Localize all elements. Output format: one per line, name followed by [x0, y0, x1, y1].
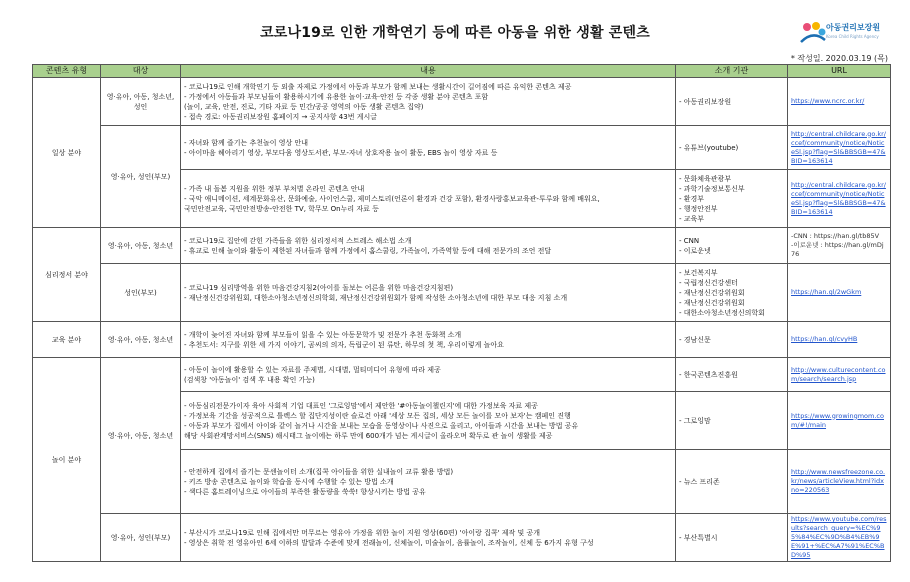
content-cell [181, 126, 676, 170]
url-link[interactable]: http://central.childcare.go.kr/ccef/community/notice/NoticeSl.jsp?flag=Sl&BBSGB=47&BID=163614 [791, 129, 886, 165]
url-cell [788, 450, 891, 514]
target-cell: 영·유아, 아동, 청소년 [101, 358, 181, 514]
org-cell [676, 392, 788, 450]
table-row [33, 358, 891, 392]
content-line: - 접속 경로: 아동권리보장원 홈페이지 → 공지사항 43번 게시글 [184, 112, 377, 121]
url-link[interactable]: https://www.growingmom.com/#!/main [791, 411, 884, 429]
org-line: - 재난정신건강위원회 [679, 298, 745, 307]
header-content: 내용 [181, 65, 676, 78]
category-cell: 놀이 분야 [33, 358, 101, 562]
url-cell [788, 392, 891, 450]
org-cell [676, 358, 788, 392]
org-line: - 문화체육관광부 [679, 174, 732, 183]
target-cell: 영·유아, 성인(부모) [101, 126, 181, 228]
content-cell [181, 170, 676, 228]
org-line: - 환경부 [679, 194, 705, 203]
content-line: - 색다른 홈트레이닝으로 아이들의 부족한 활동량을 쑥쑥! 향상시키는 방법 공유 [184, 487, 426, 496]
org-cell [676, 78, 788, 126]
content-cell [181, 322, 676, 358]
category-cell: 일상 분야 [33, 78, 101, 228]
org-cell [676, 264, 788, 322]
org-cell [676, 450, 788, 514]
content-cell [181, 392, 676, 450]
org-line: - CNN [679, 236, 700, 245]
content-line: - 가족 내 돌봄 지원을 위한 정부 부처별 온라인 콘텐츠 안내 [184, 184, 365, 193]
org-line: - 행정안전부 [679, 204, 718, 213]
content-line: - 국악 애니메이션, 세계문화유산, 문화예술, 사이언스쿨, 제미스토리(언론이 환경과 건강 포함), 환경사랑홍보교육관-투루와 함께 배워요, [184, 194, 600, 203]
header-org: 소개 기관 [676, 65, 788, 78]
content-line: - 아이마음 헤아리기 영상, 부모다움 영상도서관, 부모-자녀 상호작용 놀이 활동, EBS 놀이 영상 자료 등 [184, 148, 498, 157]
url-text: -CNN : https://han.gl/tb85V [791, 232, 880, 240]
header-row [33, 65, 891, 78]
content-cell [181, 358, 676, 392]
category-cell: 교육 분야 [33, 322, 101, 358]
content-line: (놀이, 교육, 안전, 진로, 기타 자료 등 민간/공공 영역의 아동 생활 콘텐츠 집약) [184, 102, 424, 111]
content-line: (검색창 '아동놀이' 검색 후 내용 확인 가능) [184, 375, 315, 384]
org-line: - 유튜브(youtube) [679, 143, 739, 152]
url-cell [788, 264, 891, 322]
table-row [33, 78, 891, 126]
org-cell [676, 126, 788, 170]
content-cell [181, 264, 676, 322]
content-line: - 코로나19 심리방역을 위한 마음건강지침2(아이를 돌보는 어른을 위한 마음건강지침편) [184, 283, 454, 292]
content-line: - 개학이 늦어진 자녀와 함께 부모들이 읽을 수 있는 아동문학가 및 전문가 추천 동화책 소개 [184, 330, 462, 339]
org-line: - 이로운넷 [679, 246, 711, 255]
url-link[interactable]: http://www.newsfreezone.co.kr/news/articleView.html?idxno=220563 [791, 468, 886, 494]
url-link[interactable]: http://www.culturecontent.com/search/search.jsp [791, 365, 886, 383]
logo-name: 아동권리보장원 [826, 23, 881, 32]
content-line: - 코로나19로 집안에 갇힌 가족들을 위한 심리정서적 스트레스 해소법 소개 [184, 236, 412, 245]
content-cell [181, 450, 676, 514]
org-line: - 경남신문 [679, 335, 711, 344]
org-line: - 한국콘텐츠진흥원 [679, 370, 738, 379]
content-cell [181, 514, 676, 562]
content-line: - 코로나19로 인해 개학연기 등 외출 자제로 가정에서 아동과 부모가 함께 보내는 생활시간이 길어짐에 따른 유익한 콘텐츠 제공 [184, 82, 572, 91]
org-line: - 과학기술정보통신부 [679, 184, 745, 193]
content-line: - 아동과 부모가 집에서 아이와 같이 놀거나 시간을 보내는 모습을 동영상이나 사진으로 올리고, 아이들과 시간을 보내는 방법 공유 [184, 421, 579, 430]
org-line: - 그로잉맘 [679, 416, 711, 425]
content-line: - 부산시가 코로나19로 인해 집에서만 머무르는 영유아 가정을 위한 놀이 지원 영상(60편) '아이랑 집콕' 제작 및 공개 [184, 528, 541, 537]
url-cell [788, 358, 891, 392]
page-title: 코로나19로 인한 개학연기 등에 따른 아동을 위한 생활 콘텐츠 [260, 25, 650, 41]
content-line: - 자녀와 함께 즐기는 추천놀이 영상 안내 [184, 138, 309, 147]
url-link[interactable]: https://han.gl/cvyHB [791, 335, 858, 343]
header-type: 콘텐츠 유형 [33, 65, 101, 78]
org-line: - 부산특별시 [679, 533, 718, 542]
category-cell: 심리정서 분야 [33, 228, 101, 322]
url-cell [788, 170, 891, 228]
org-line: - 뉴스 프리존 [679, 477, 720, 486]
content-line: - 가정에서 아동들과 부모님들이 활용하시기에 유용한 놀이·교육·안전 등 각종 생활 분야 콘텐츠 포함 [184, 92, 489, 101]
target-cell: 영·유아, 아동, 청소년 [101, 322, 181, 358]
target-cell: 영·유아, 성인(부모) [101, 514, 181, 562]
content-line: - 키즈 방송 콘텐츠로 놀이와 학습을 동시에 수행할 수 있는 방법 소개 [184, 477, 394, 486]
content-cell [181, 78, 676, 126]
header-url: URL [788, 65, 891, 78]
content-line: - 추천도서: 지구를 위한 세 가지 이야기, 곰씨의 의자, 독립군이 된 류탄, 하무의 첫 책, 우리이렇게 놀아요 [184, 340, 504, 349]
target-cell: 영·유아, 아동, 청소년, 성인 [101, 78, 181, 126]
content-line: - 영상은 취학 전 영유아인 6세 이하의 발달과 수준에 맞게 전래놀이, 신체놀이, 미술놀이, 음률놀이, 조작놀이, 신체 등 6가지 유형 구성 [184, 538, 594, 547]
url-cell [788, 78, 891, 126]
org-line: - 재난정신건강위원회 [679, 288, 745, 297]
target-cell: 영·유아, 아동, 청소년 [101, 228, 181, 264]
org-cell [676, 322, 788, 358]
url-text: -이로운넷 : https://han.gl/mDj76 [791, 241, 884, 258]
content-line: - 아동심리전문가이자 육아 사회적 기업 대표인 '그로잉맘'에서 제안한 '#아동놀이챌린지'에 대한 가정보육 자료 제공 [184, 401, 538, 410]
org-cell [676, 514, 788, 562]
content-table [32, 64, 891, 562]
table-row [33, 126, 891, 170]
url-cell [788, 126, 891, 170]
logo-subtitle: Korea Child Rights Agency [826, 34, 879, 39]
date-label: * 작성일. 2020.03.19 (목) [790, 54, 888, 63]
target-cell: 성인(부모) [101, 264, 181, 322]
content-cell [181, 228, 676, 264]
org-line: - 보건복지부 [679, 268, 718, 277]
table-row [33, 514, 891, 562]
url-cell [788, 322, 891, 358]
url-link[interactable]: https://han.gl/2wGkm [791, 288, 862, 296]
table-row [33, 322, 891, 358]
content-line: - 안전하게 집에서 즐기는 문센놀이터 소개(집콕 아이들을 위한 실내놀이 교류 활용 방법) [184, 467, 454, 476]
logo-mark-icon [798, 20, 828, 46]
url-link[interactable]: https://www.ncrc.or.kr/ [791, 97, 865, 105]
url-cell [788, 514, 891, 562]
org-cell [676, 228, 788, 264]
content-line: - 재난정신건강위원회, 대한소아청소년정신의학회, 재난정신건강위원회가 함께 작성한 소아청소년에 대한 부모 대응 지침 소개 [184, 293, 568, 302]
url-cell [788, 228, 891, 264]
org-line: - 아동권리보장원 [679, 97, 732, 106]
url-link[interactable]: https://www.youtube.com/results?search_query=%EC%95%84%EC%9D%B4%EB%9E%91+%EC%A7%91%EC%BD%95 [791, 515, 887, 559]
content-line: 국민안전교육, 국민안전방송-안전한 TV, 학무모 On누리 자료 등 [184, 204, 379, 213]
table-row [33, 264, 891, 322]
header-target: 대상 [101, 65, 181, 78]
content-line: - 아동이 놀이에 활용할 수 있는 자료를 주제별, 시대별, 멀티미디어 유형에 따라 제공 [184, 365, 441, 374]
url-link[interactable]: http://central.childcare.go.kr/ccef/community/notice/NoticeSl.jsp?flag=Sl&BBSGB=47&BID=163614 [791, 180, 886, 216]
org-cell [676, 170, 788, 228]
org-line: - 교육부 [679, 214, 705, 223]
org-line: - 국립정신건강센터 [679, 278, 738, 287]
table-row [33, 228, 891, 264]
content-line: - 가정보육 기간을 성공적으로 틀렉스 할 집단지성이란 슬로건 아래 '세상 모든 집의, 세상 모든 놀이를 모아 보자'는 캠페인 진행 [184, 411, 571, 420]
content-line: - 휴교로 인해 놀이와 활동이 제한된 자녀들과 함께 가정에서 홈스쿨링, 가족놀이, 가족역할 등에 대해 전문가의 조언 전달 [184, 246, 552, 255]
content-line: 해당 사회관계망서비스(SNS) 해시태그 놀이에는 하루 만에 600개가 넘는 게시글이 올라오며 확두로 관 놀이 생활를 제공 [184, 431, 553, 440]
org-line: - 대한소아청소년정신의학회 [679, 308, 765, 317]
logo [798, 16, 888, 50]
